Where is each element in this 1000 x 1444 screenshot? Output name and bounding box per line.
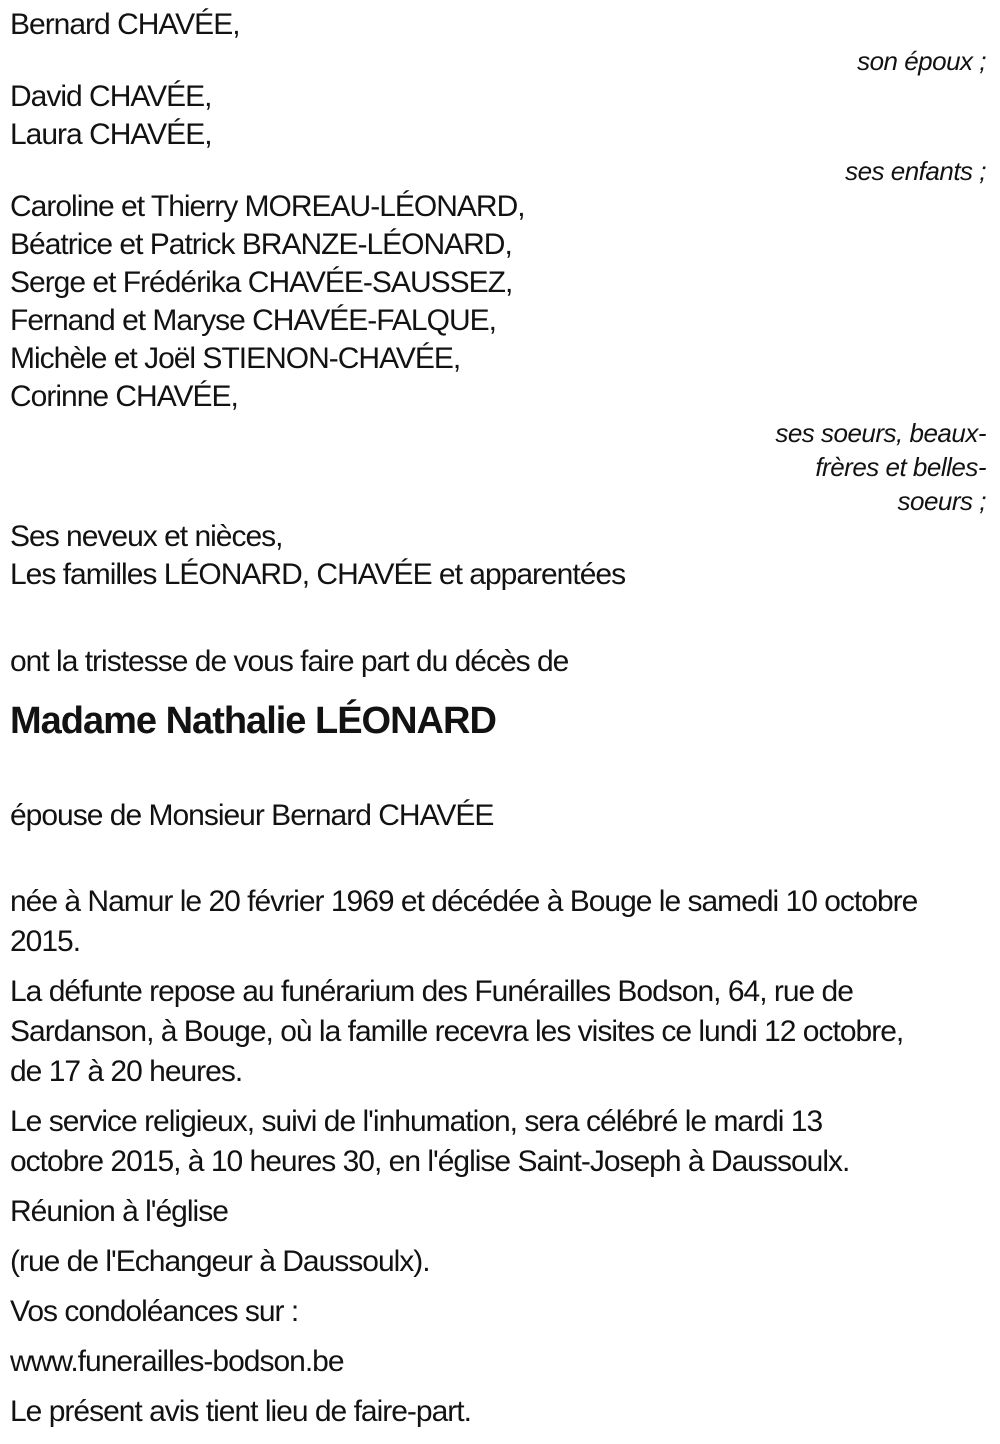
family-name-line: Fernand et Maryse CHAVÉE-FALQUE, xyxy=(10,304,496,337)
paragraph-birth-death xyxy=(10,882,986,962)
paragraph-line: Le présent avis tient lieu de faire-part. xyxy=(10,1395,471,1428)
family-name-line: Caroline et Thierry MOREAU-LÉONARD, xyxy=(10,190,525,223)
deceased-name-heading: Madame Nathalie LÉONARD xyxy=(10,700,496,742)
family-name-line: Laura CHAVÉE, xyxy=(10,118,212,151)
paragraph-line: (rue de l'Echangeur à Daussoulx). xyxy=(10,1245,430,1278)
paragraph-line: Le service religieux, suivi de l'inhumation, sera célébré le mardi 13 xyxy=(10,1105,823,1138)
family-role-label: frères et belles- xyxy=(815,452,986,482)
family-role-label: son époux ; xyxy=(857,46,986,76)
family-name-line: Michèle et Joël STIENON-CHAVÉE, xyxy=(10,342,461,375)
announcement-line: ont la tristesse de vous faire part du décès de xyxy=(10,645,569,678)
family-name-line: Bernard CHAVÉE, xyxy=(10,8,240,41)
paragraph-line: octobre 2015, à 10 heures 30, en l'église Saint-Joseph à Daussoulx. xyxy=(10,1145,850,1178)
family-role-label: ses enfants ; xyxy=(845,156,986,186)
paragraph-condolences xyxy=(10,1292,986,1332)
paragraph-line: Vos condoléances sur : xyxy=(10,1295,299,1328)
family-role-label: soeurs ; xyxy=(897,486,986,516)
paragraph-meeting-address xyxy=(10,1242,986,1282)
paragraph-line: Réunion à l'église xyxy=(10,1195,228,1228)
paragraph-line: née à Namur le 20 février 1969 et décédée à Bouge le samedi 10 octobre xyxy=(10,885,918,918)
family-name-line: Ses neveux et nièces, xyxy=(10,520,283,553)
paragraph-line: Sardanson, à Bouge, où la famille recevra les visites ce lundi 12 octobre, xyxy=(10,1015,904,1048)
paragraph-meeting xyxy=(10,1192,986,1232)
family-name-line: Les familles LÉONARD, CHAVÉE et apparentées xyxy=(10,558,626,591)
website-url-text: www.funerailles-bodson.be xyxy=(10,1345,344,1378)
paragraph-line: La défunte repose au funérarium des Funérailles Bodson, 64, rue de xyxy=(10,975,853,1008)
paragraph-website xyxy=(10,1342,986,1382)
family-name-line: Béatrice et Patrick BRANZE-LÉONARD, xyxy=(10,228,512,261)
paragraph-footer-notice xyxy=(10,1392,986,1432)
paragraph-service xyxy=(10,1102,986,1182)
paragraph-repose xyxy=(10,972,986,1092)
paragraph-line: 2015. xyxy=(10,925,81,958)
family-name-line: Corinne CHAVÉE, xyxy=(10,380,238,413)
family-name-line: Serge et Frédérika CHAVÉE-SAUSSEZ, xyxy=(10,266,513,299)
spouse-line: épouse de Monsieur Bernard CHAVÉE xyxy=(10,799,494,832)
family-role-label: ses soeurs, beaux- xyxy=(775,418,986,448)
family-name-line: David CHAVÉE, xyxy=(10,80,212,113)
paragraph-line: de 17 à 20 heures. xyxy=(10,1055,243,1088)
